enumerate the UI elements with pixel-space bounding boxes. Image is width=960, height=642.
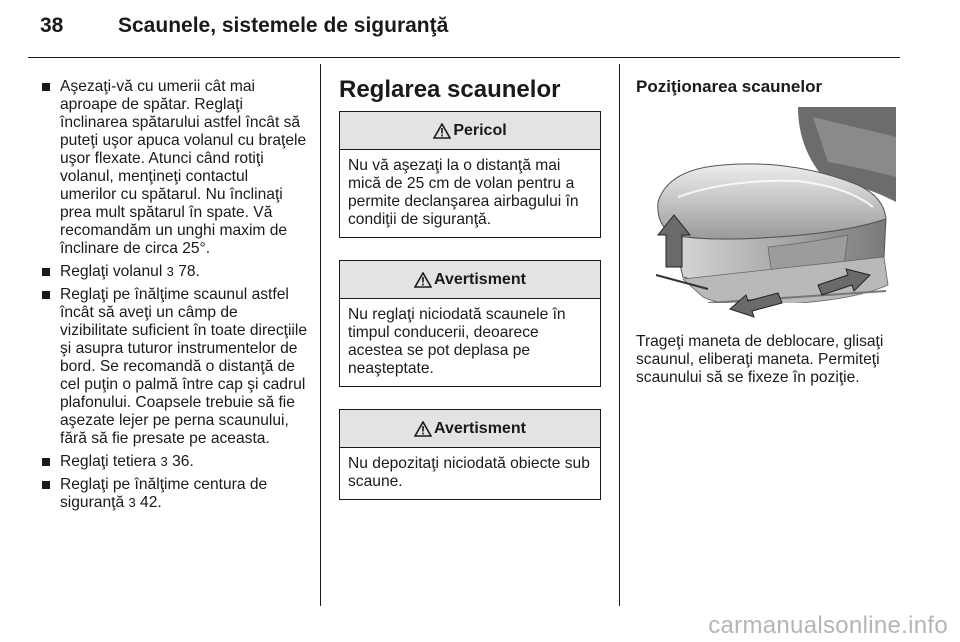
- page-ref-symbol[interactable]: 3: [166, 264, 174, 279]
- warning-triangle-icon: [433, 123, 451, 139]
- page-number: 38: [40, 14, 64, 37]
- warning-box: [339, 260, 601, 387]
- bullet-icon: [42, 458, 50, 466]
- column-divider-2: [619, 64, 620, 606]
- header-rule: [28, 57, 900, 58]
- positioning-column: [636, 77, 904, 386]
- box-heading: Avertisment: [340, 261, 600, 299]
- box-heading: Avertisment: [340, 410, 600, 448]
- box-heading: Pericol: [340, 112, 600, 150]
- bullet-icon: [42, 83, 50, 91]
- page-ref-link[interactable]: 36.: [167, 453, 194, 470]
- warnings-column: [339, 77, 601, 522]
- warning-triangle-icon: [414, 272, 432, 288]
- warning-triangle-icon: [414, 421, 432, 437]
- list-item: Reglaţi volanul 3 78.: [42, 263, 308, 281]
- bullet-icon: [42, 481, 50, 489]
- list-item: Reglaţi pe înălţime centura de siguranţă 3 42.: [42, 476, 308, 512]
- danger-box: [339, 111, 601, 238]
- box-body: Nu reglaţi niciodată scaunele în timpul conducerii, deoarece acestea se pot deplasa pe neaşteptate.: [348, 306, 566, 377]
- page-ref-link[interactable]: 42.: [135, 494, 162, 511]
- seat-illustration: [648, 107, 896, 319]
- page-ref-symbol[interactable]: 3: [128, 495, 136, 510]
- bullet-icon: [42, 291, 50, 299]
- bullet-icon: [42, 268, 50, 276]
- page-header-title: Scaunele, sistemele de siguranţă: [118, 14, 449, 37]
- list-item: Reglaţi tetiera 3 36.: [42, 453, 308, 471]
- column-divider-1: [320, 64, 321, 606]
- box-body: Nu vă aşezaţi la o distanţă mai mică de 25 cm de volan pentru a permite declanşarea airbagului în condiţii de siguranţă.: [348, 157, 579, 228]
- list-item: Reglaţi pe înălţime scaunul astfel încât să aveţi un câmp de vizibilitate suficient în toate direcţiile şi asupra tuturor instrumentelor de bord. Se recomandă o distanţă de cel puţin o palmă între cap şi cadrul plafonului. Coapsele trebuie să fie aşezate lejer pe perna scaunului, fără să fie presate pe aceasta.: [42, 286, 308, 448]
- instructions-column: [42, 78, 308, 517]
- bullet-list: [42, 78, 308, 512]
- page-ref-symbol[interactable]: 3: [160, 454, 168, 469]
- box-body: Nu depozitaţi niciodată obiecte sub scaune.: [348, 455, 590, 490]
- page-ref-link[interactable]: 78.: [173, 263, 200, 280]
- section-title-seat-adjustment: Reglarea scaunelor: [339, 76, 561, 103]
- section-title-seat-positioning: Poziţionarea scaunelor: [636, 77, 823, 96]
- watermark: carmanualsonline.info: [708, 612, 948, 639]
- warning-box: [339, 409, 601, 500]
- illustration-caption: Trageţi maneta de deblocare, glisaţi scaunul, eliberaţi maneta. Permiteţi scaunului să se fixeze în poziţie.: [636, 333, 884, 386]
- list-item: Aşezaţi-vă cu umerii cât mai aproape de spătar. Reglaţi înclinarea spătarului astfel încât să puteţi uşor apuca volanul cu braţele uşor flexate. Atunci când rotiţi volanul, menţineţi contactul umerilor cu spătarul. Nu înclinaţi prea mult spătarul în spate. Vă recomandăm un unghi maxim de înclinare de circa 25°.: [42, 78, 308, 258]
